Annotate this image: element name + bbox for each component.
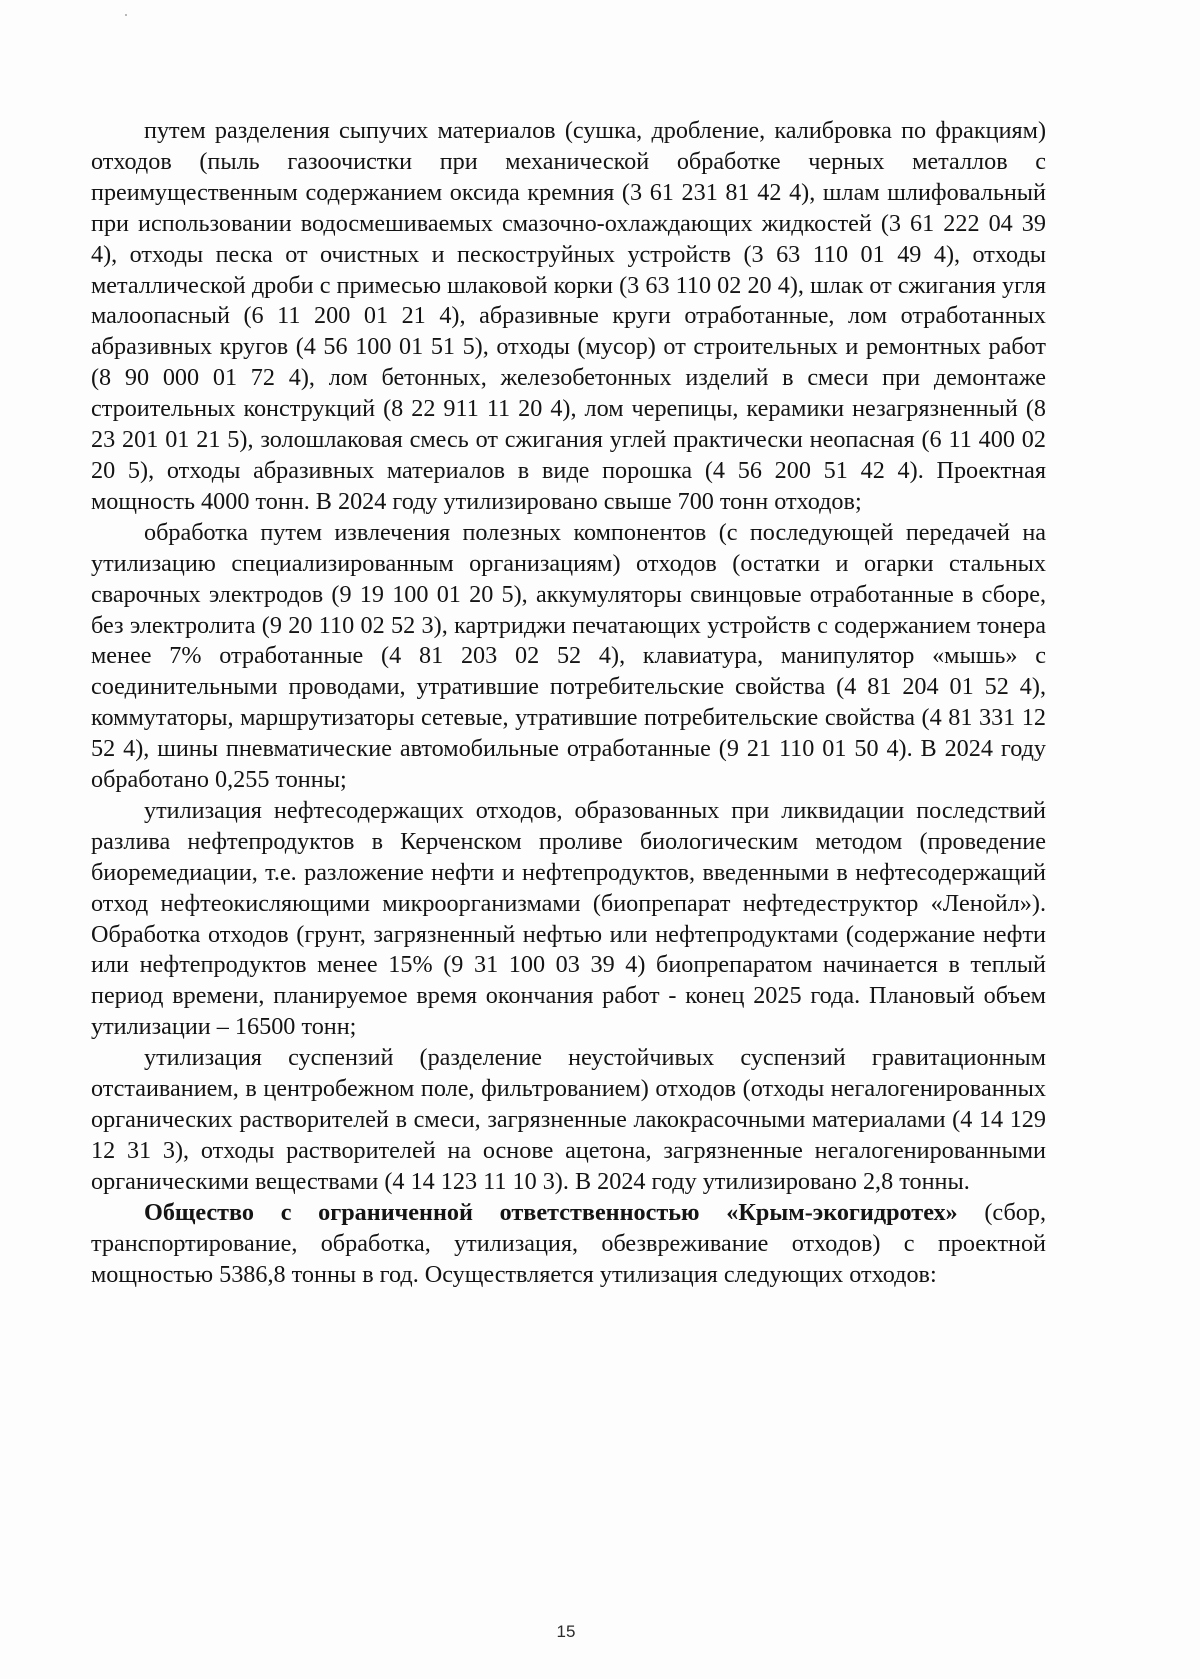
paragraph-component-extraction xyxy=(91,518,1046,796)
page-number: 15 xyxy=(556,1622,576,1641)
paragraph-sifting-processing xyxy=(91,116,1046,518)
paragraph-text: утилизация суспензий (разделение неустойчивых суспензий гравитационным отстаиванием, в центробежном поле, фильтрованием) отходов (отходы негалогенированных органических растворителей в смеси, загрязненные лакокрасочными материалами (4 14 129 12 31 3), отходы растворителей на основе ацетона, загрязненные негалогенированными органическими веществами (4 14 123 11 10 3). В 2024 году утилизировано 2,8 тонны. xyxy=(91,1044,1046,1195)
paragraph-suspension-utilization xyxy=(91,1043,1046,1198)
scan-speck xyxy=(125,14,127,16)
paragraph-text: путем разделения сыпучих материалов (сушка, дробление, калибровка по фракциям) отходов (пыль газоочистки при механической обработке черных металлов с преимущественным содержанием оксида кремния (3 61 231 81 42 4), шлам шлифовальный при использовании водосмешиваемых смазочно-охлаждающих жидкостей (3 61 222 04 39 4), отходы песка от очистных и пескоструйных устройств (3 63 110 01 49 4), отходы металлической дроби с примесью шлаковой корки (3 63 110 02 20 4), шлак от сжигания угля малоопасный (6 11 200 01 21 4), абразивные круги отработанные, лом отработанных абразивных кругов (4 56 100 01 51 5), отходы (мусор) от строительных и ремонтных работ (8 90 000 01 72 4), лом бетонных, железобетонных изделий в смеси при демонтаже строительных конструкций (8 22 911 11 20 4), лом черепицы, керамики незагрязненный (8 23 201 01 21 5), золошлаковая смесь от сжигания углей практически неопасная (6 11 400 02 20 5), отходы абразивных материалов в виде порошка (4 56 200 51 42 4). Проектная мощность 4000 тонн. В 2024 году утилизировано свыше 700 тонн отходов; xyxy=(91,117,1046,515)
paragraph-company-intro xyxy=(91,1198,1046,1291)
company-name: Общество с ограниченной ответственностью «Крым-экогидротех» xyxy=(144,1198,958,1226)
document-body xyxy=(91,116,1046,1290)
paragraph-text: утилизация нефтесодержащих отходов, образованных при ликвидации последствий разлива нефтепродуктов в Керченском проливе биологическим методом (проведение биоремедиации, т.е. разложение нефти и нефтепродуктов, введенными в нефтесодержащий отход нефтеокисляющими микроорганизмами (биопрепарат нефтедеструктор «Ленойл»). Обработка отходов (грунт, загрязненный нефтью или нефтепродуктами (содержание нефти или нефтепродуктов менее 15% (9 31 100 03 39 4) биопрепаратом начинается в теплый период времени, планируемое время окончания работ - конец 2025 года. Плановый объем утилизации – 16500 тонн; xyxy=(91,796,1046,1041)
paragraph-text: обработка путем извлечения полезных компонентов (с последующей передачей на утилизацию специализированным организациям) отходов (остатки и огарки стальных сварочных электродов (9 19 100 01 20 5), аккумуляторы свинцовые отработанные в сборе, без электролита (9 20 110 02 52 3), картриджи печатающих устройств с содержанием тонера менее 7% отработанные (4 81 203 02 52 4), клавиатура, манипулятор «мышь» с соединительными проводами, утратившие потребительские свойства (4 81 204 01 52 4), коммутаторы, маршрутизаторы сетевые, утратившие потребительские свойства (4 81 331 12 52 4), шины пневматические автомобильные отработанные (9 21 110 01 50 4). В 2024 году обработано 0,255 тонны; xyxy=(91,518,1046,794)
paragraph-oil-waste-utilization xyxy=(91,796,1046,1043)
paragraph-text: (сбор, транспортирование, обработка, утилизация, обезвреживание отходов) с проектной мощностью 5386,8 тонны в год. Осуществляется утилизация следующих отходов: xyxy=(91,1198,1046,1288)
